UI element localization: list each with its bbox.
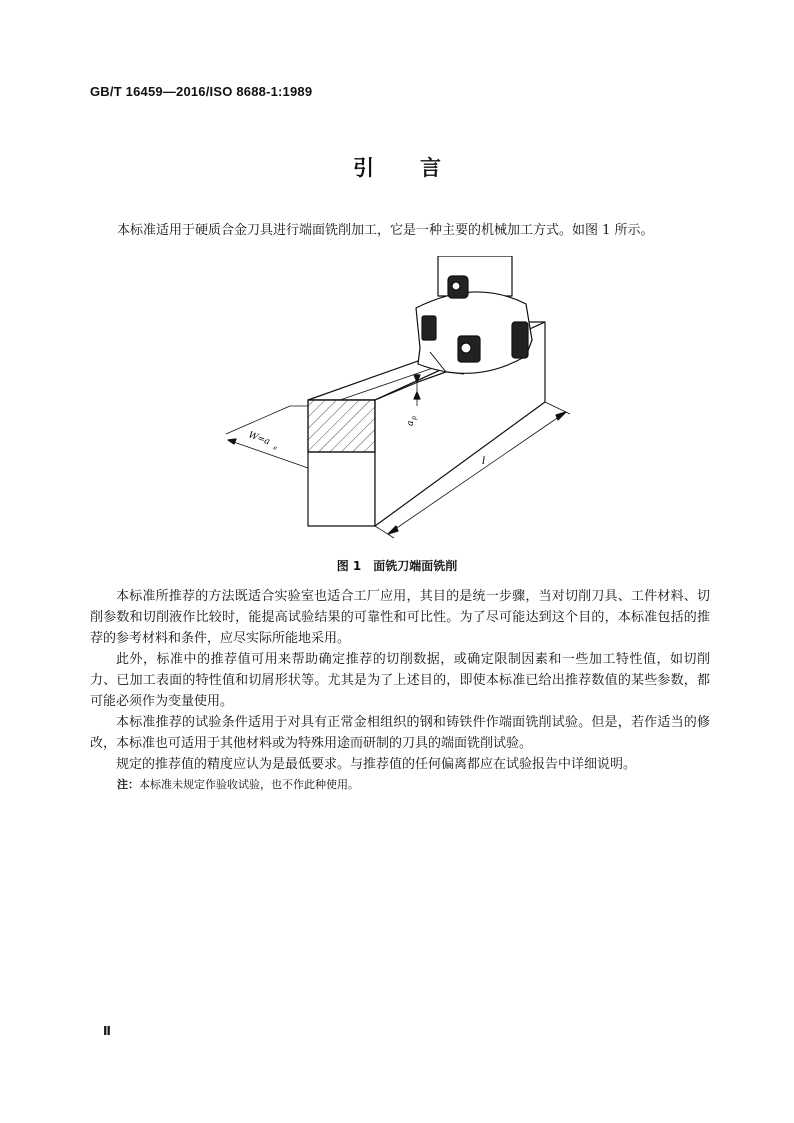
face-milling-figure — [220, 256, 580, 548]
note-prefix: 注： — [117, 778, 139, 791]
note-text: 本标准未规定作验收试验，也不作此种使用。 — [139, 778, 359, 791]
paragraph-4: 规定的推荐值的精度应认为是最低要求。与推荐值的任何偏离都应在试验报告中详细说明。 — [116, 757, 637, 772]
depth-label-sub: p — [411, 416, 418, 420]
width-label-sub: e — [272, 444, 279, 453]
depth-label: a — [406, 420, 416, 426]
paragraph-1: 本标准所推荐的方法既适合实验室也适合工厂应用，其目的是统一步骤，当对切削刀具、工件材料、切削参数和切削液作比较时，能提高试验结果的可靠性和可比性。为了尽可能达到这个目的，本标准包括的推荐的参考材料和条件，应尽实际所能地采用。 — [90, 589, 710, 646]
width-label: W=a — [246, 430, 272, 448]
page-number: Ⅱ — [103, 1024, 111, 1038]
standard-number-header: GB/T 16459—2016/ISO 8688-1:1989 — [90, 84, 313, 99]
figure-caption: 图 1 面铣刀端面铣削 — [336, 559, 458, 573]
intro-paragraph: 本标准适用于硬质合金刀具进行端面铣削加工，它是一种主要的机械加工方式。如图 1 所示。 — [117, 223, 654, 238]
cutter-insert — [512, 322, 528, 358]
paragraph-3: 本标准推荐的试验条件适用于对具有正常金相组织的钢和铸铁件作端面铣削试验。但是，若作适当的修改，本标准也可适用于其他材料或为特殊用途而研制的刀具的端面铣削试验。 — [90, 715, 710, 751]
length-label: l — [482, 456, 486, 467]
cut-section-hatch — [308, 400, 375, 452]
paragraph-2: 此外，标准中的推荐值可用来帮助确定推荐的切削数据，或确定限制因素和一些加工特性值，如切削力、已加工表面的特性值和切屑形状等。尤其是为了上述目的，即使本标准已给出推荐数值的某些参数，都可能必须作为变量使用。 — [90, 652, 710, 709]
page-title: 引言 — [353, 156, 487, 180]
body-text — [90, 586, 710, 775]
note — [117, 776, 359, 792]
cutter-insert — [422, 316, 436, 340]
